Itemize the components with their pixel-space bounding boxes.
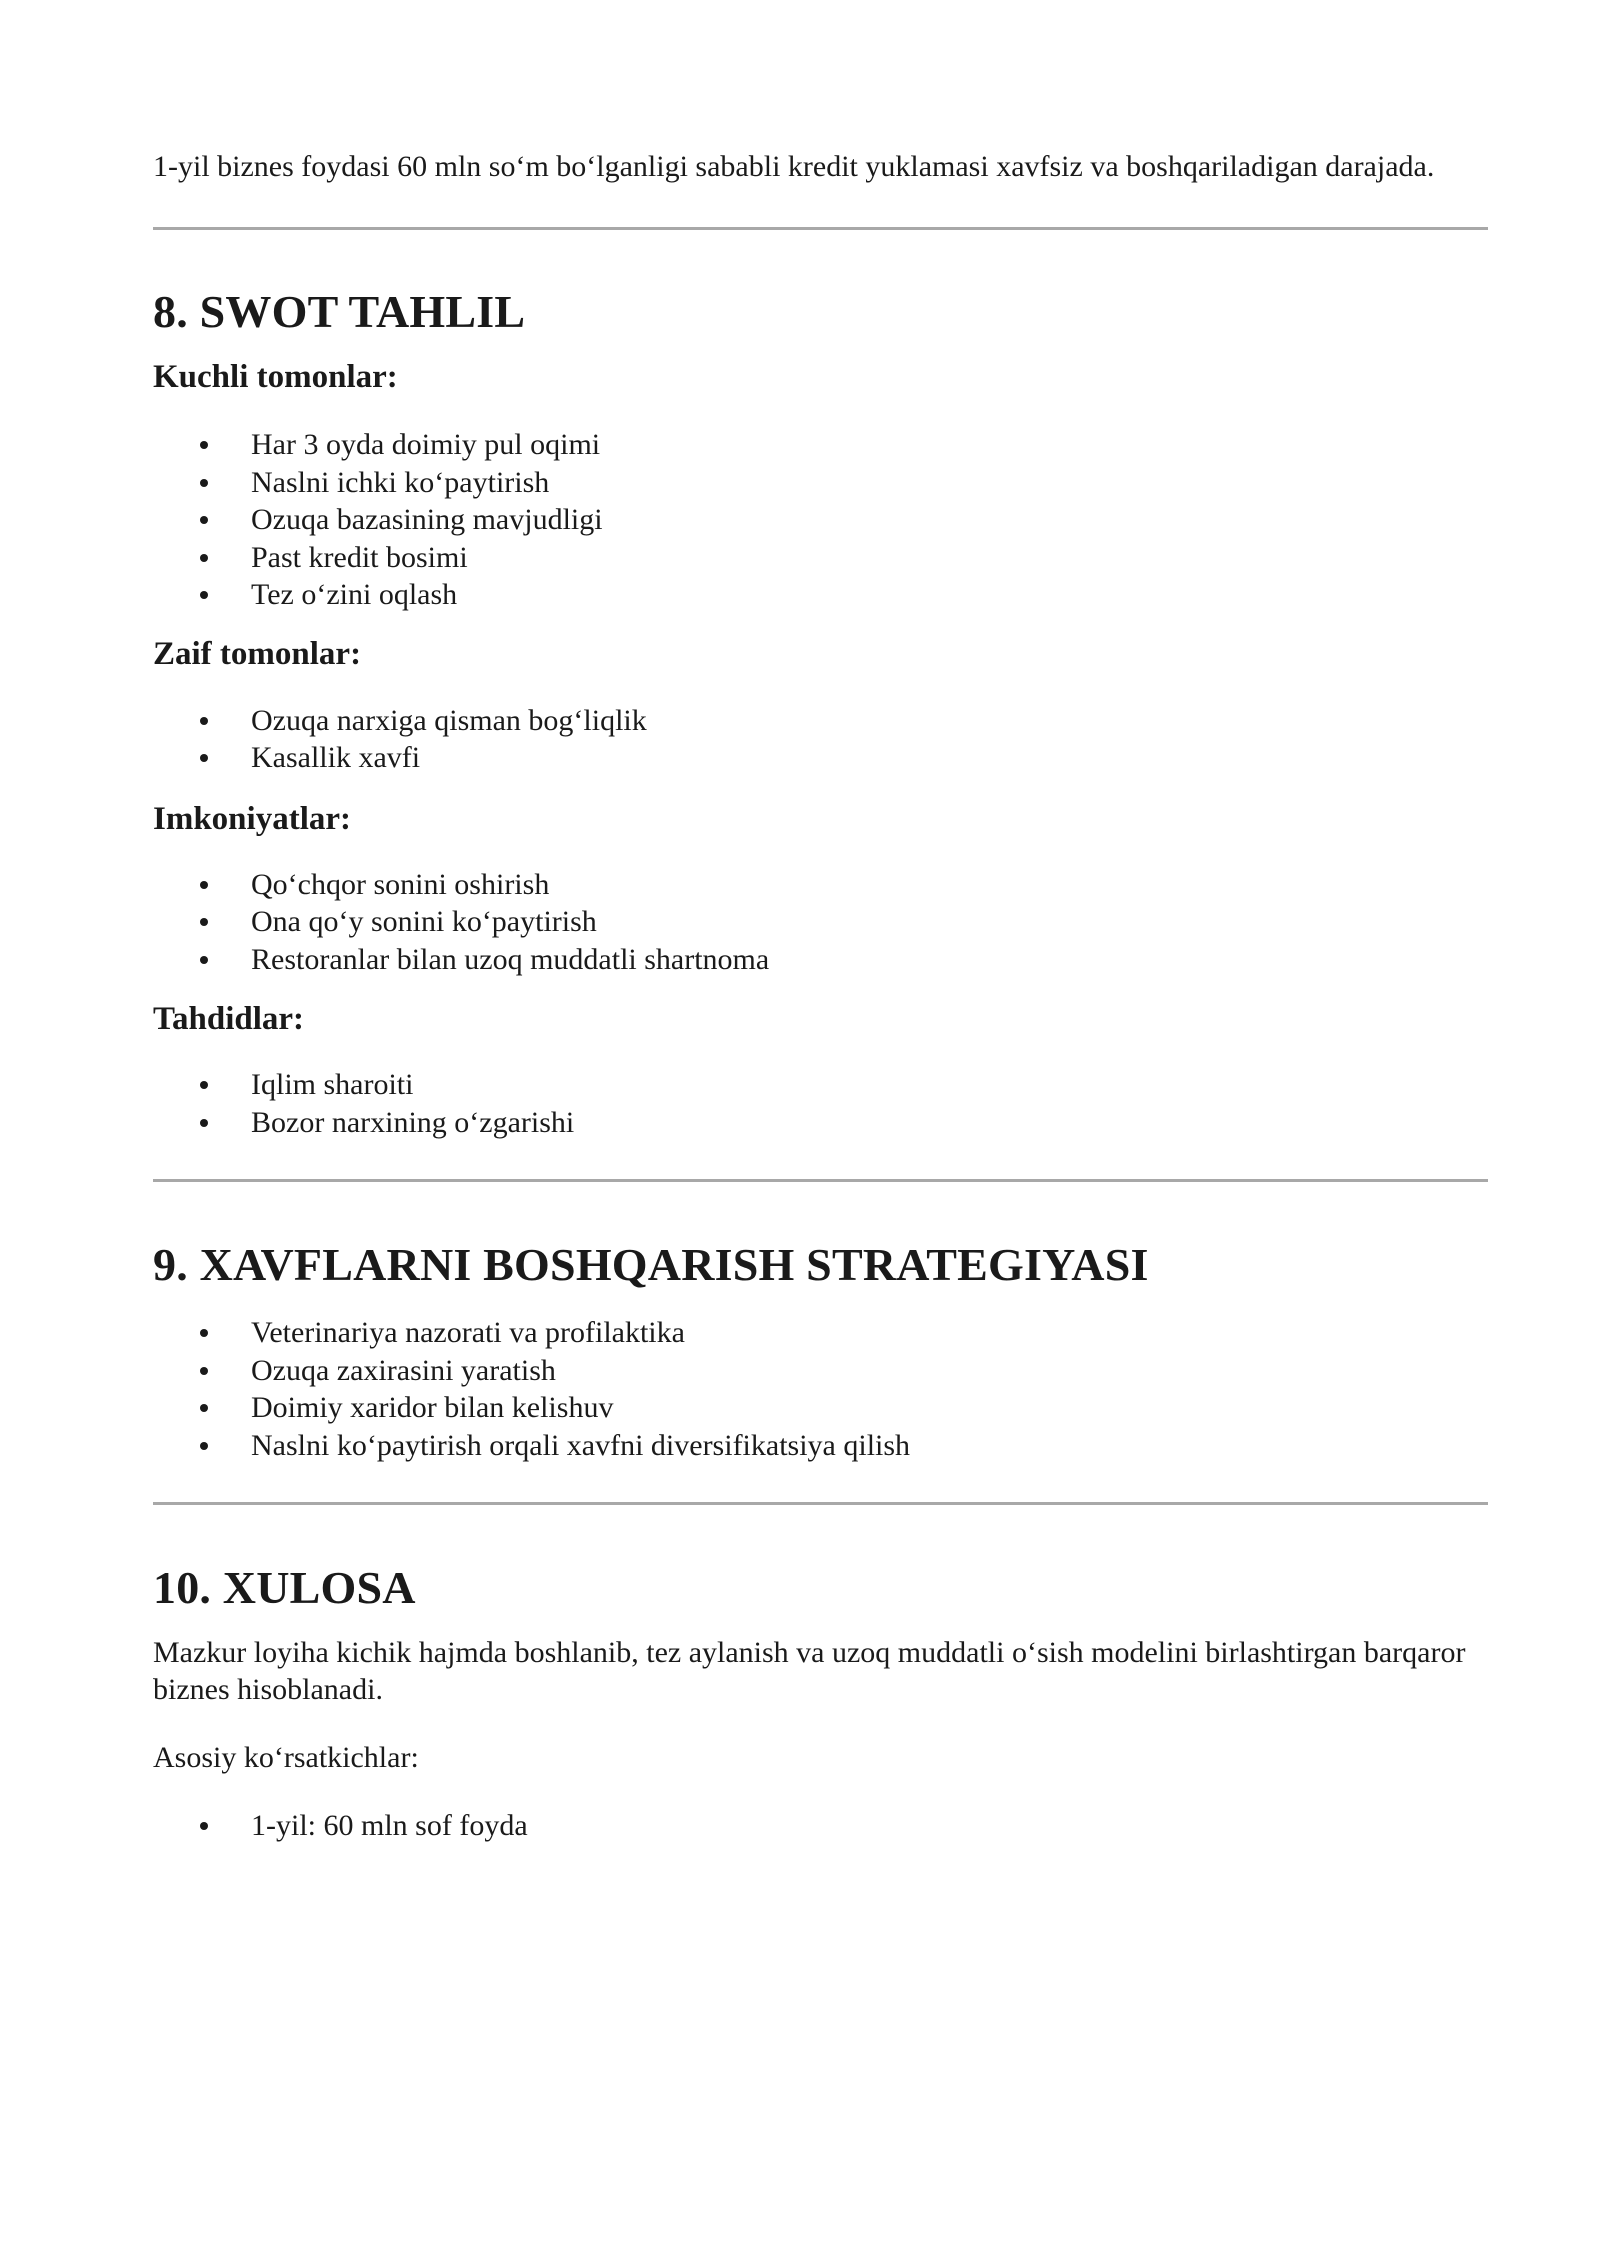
bullet-icon xyxy=(200,441,208,449)
list-item xyxy=(153,739,1488,777)
bullet-icon xyxy=(200,956,208,964)
list-item-text: Bozor narxining o‘zgarishi xyxy=(251,1105,575,1139)
conclusion-paragraph: Mazkur loyiha kichik hajmda boshlanib, tez aylanish va uzoq muddatli o‘sish modelini birlashtirgan barqaror biznes hisoblanadi. xyxy=(153,1636,1466,1706)
intro-paragraph: 1-yil biznes foydasi 60 mln so‘m bo‘lganligi sababli kredit yuklamasi xavfsiz va boshqariladigan darajada. xyxy=(153,150,1435,183)
bullet-icon xyxy=(200,479,208,487)
list-item-text: Veterinariya nazorati va profilaktika xyxy=(251,1316,685,1349)
opportunities-heading: Imkoniyatlar: xyxy=(153,800,351,837)
weaknesses-list xyxy=(153,702,1488,777)
list-item-text: Ozuqa zaxirasini yaratish xyxy=(251,1353,556,1387)
list-item xyxy=(153,903,1488,941)
bullet-icon xyxy=(200,1822,208,1830)
bullet-icon xyxy=(200,717,208,725)
list-item-text: Qo‘chqor sonini oshirish xyxy=(251,867,550,901)
risk-title: 9. XAVFLARNI BOSHQARISH STRATEGIYASI xyxy=(153,1239,1149,1290)
list-item xyxy=(153,866,1488,904)
list-item-text: Naslni ichki ko‘paytirish xyxy=(251,465,550,499)
list-item xyxy=(153,576,1488,614)
list-item xyxy=(153,539,1488,577)
bullet-icon xyxy=(200,1081,208,1089)
list-item-text: 1-yil: 60 mln sof foyda xyxy=(251,1809,528,1842)
bullet-icon xyxy=(200,1442,208,1450)
list-item xyxy=(153,702,1488,740)
list-item-text: Tez o‘zini oqlash xyxy=(251,578,458,611)
opportunities-list xyxy=(153,866,1488,979)
list-item-text: Ona qo‘y sonini ko‘paytirish xyxy=(251,905,597,938)
list-item-text: Restoranlar bilan uzoq muddatli shartnoma xyxy=(251,942,770,976)
bullet-icon xyxy=(200,1119,208,1127)
section-divider xyxy=(153,1179,1488,1182)
list-item xyxy=(153,1807,1488,1845)
list-item-text: Doimiy xaridor bilan kelishuv xyxy=(251,1391,614,1424)
bullet-icon xyxy=(200,516,208,524)
swot-title: 8. SWOT TAHLIL xyxy=(153,286,526,337)
indicators-label: Asosiy ko‘rsatkichlar: xyxy=(153,1741,419,1774)
list-item-text: Kasallik xavfi xyxy=(251,741,421,774)
conclusion-title: 10. XULOSA xyxy=(153,1562,416,1613)
list-item xyxy=(153,464,1488,502)
list-item-text: Har 3 oyda doimiy pul oqimi xyxy=(251,428,601,461)
bullet-icon xyxy=(200,918,208,926)
list-item-text: Ozuqa narxiga qisman bog‘liqlik xyxy=(251,703,647,737)
list-item xyxy=(153,1314,1488,1352)
list-item xyxy=(153,1104,1488,1142)
threats-list xyxy=(153,1066,1488,1141)
list-item xyxy=(153,1352,1488,1390)
strengths-list xyxy=(153,426,1488,614)
section-divider xyxy=(153,1502,1488,1505)
threats-heading: Tahdidlar: xyxy=(153,1001,305,1037)
bullet-icon xyxy=(200,754,208,762)
document-page xyxy=(153,148,1488,1845)
bullet-icon xyxy=(200,1329,208,1337)
bullet-icon xyxy=(200,554,208,562)
list-item xyxy=(153,1066,1488,1104)
bullet-icon xyxy=(200,1404,208,1412)
list-item xyxy=(153,426,1488,464)
bullet-icon xyxy=(200,591,208,599)
list-item xyxy=(153,501,1488,539)
weaknesses-heading: Zaif tomonlar: xyxy=(153,635,362,672)
strengths-heading: Kuchli tomonlar: xyxy=(153,359,398,395)
list-item-text: Ozuqa bazasining mavjudligi xyxy=(251,503,603,536)
bullet-icon xyxy=(200,1367,208,1375)
list-item-text: Naslni ko‘paytirish orqali xavfni diversifikatsiya qilish xyxy=(251,1428,911,1462)
list-item xyxy=(153,1427,1488,1465)
indicators-list xyxy=(153,1807,1488,1845)
list-item xyxy=(153,1389,1488,1427)
list-item-text: Iqlim sharoiti xyxy=(251,1068,414,1101)
bullet-icon xyxy=(200,881,208,889)
list-item xyxy=(153,941,1488,979)
list-item-text: Past kredit bosimi xyxy=(251,540,468,574)
risk-list xyxy=(153,1314,1488,1464)
section-divider xyxy=(153,227,1488,230)
